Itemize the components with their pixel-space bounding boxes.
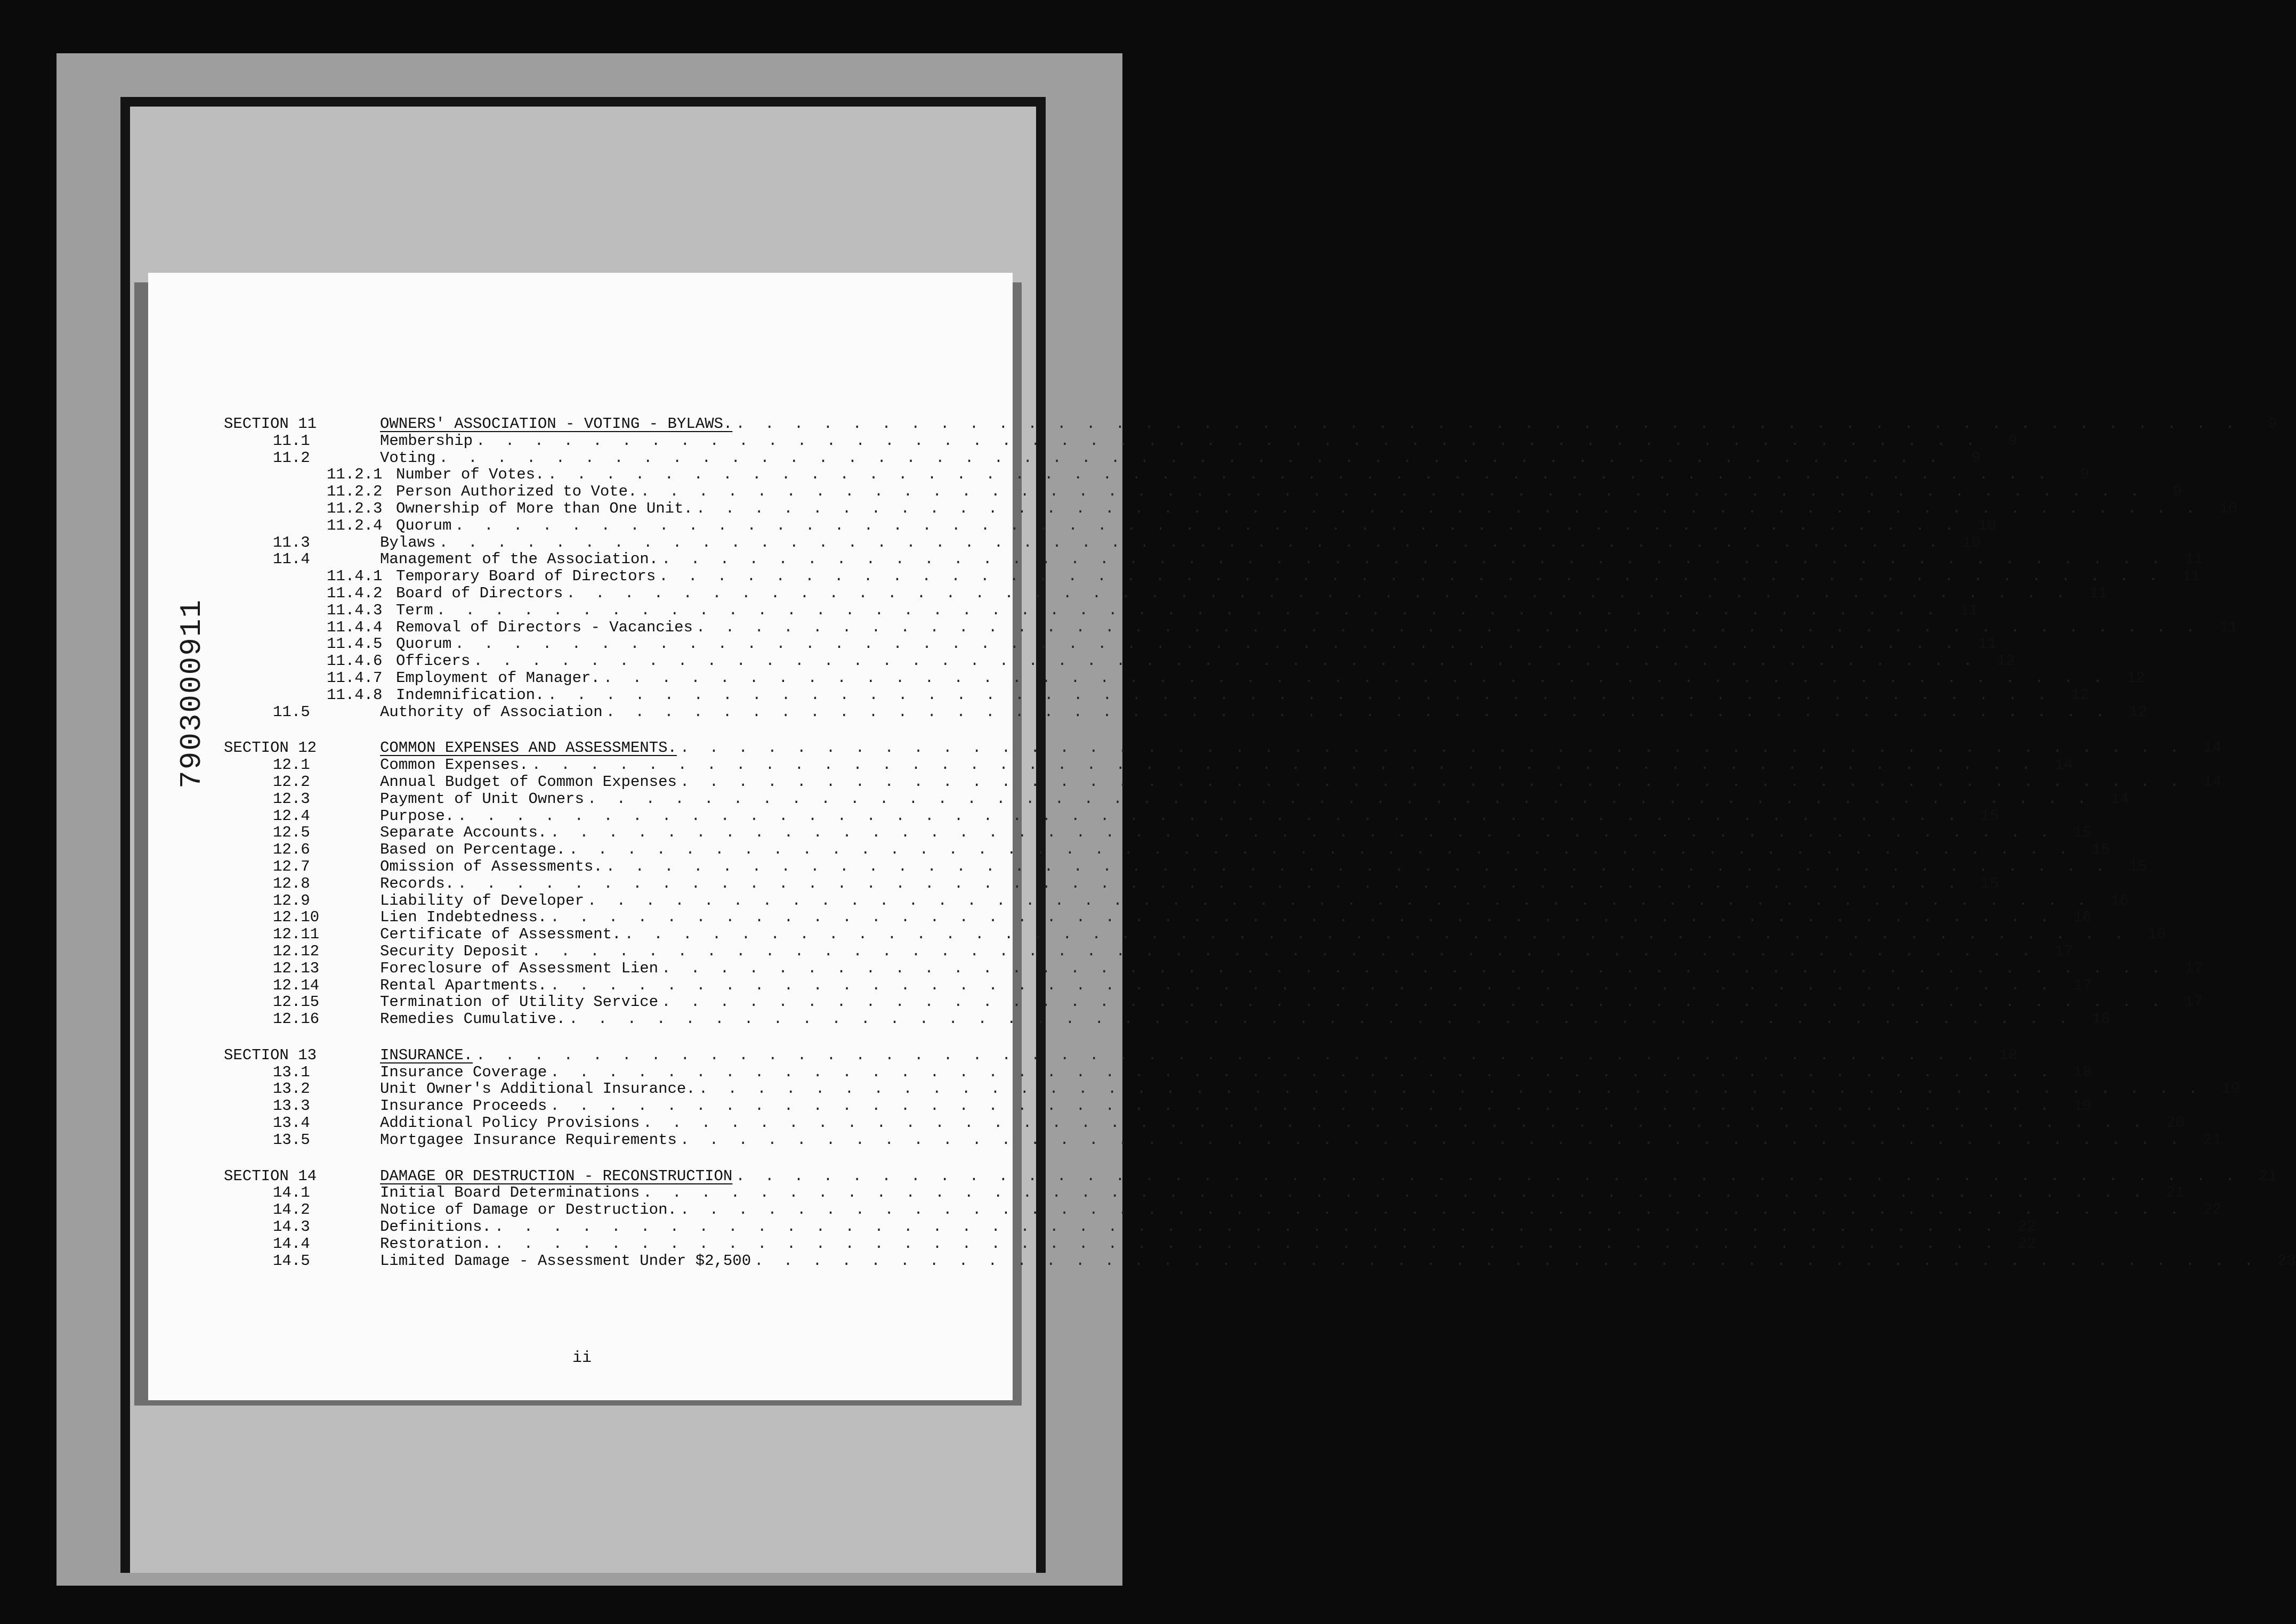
toc-page-number: 12 bbox=[2126, 669, 2145, 687]
toc-entry-number: 14.3 bbox=[273, 1218, 310, 1236]
dot-leader: . . . . . . . . . . . . . . . . . . . . . . . . . . . . . . . . . . . . . . . . . . . . . . . . . . . . bbox=[605, 857, 2111, 875]
toc-entry-title: Rental Apartments. bbox=[380, 976, 547, 994]
toc-entry-title: Foreclosure of Assessment Lien bbox=[380, 959, 659, 977]
toc-entry-row bbox=[224, 976, 2092, 994]
dot-leader: . . . . . . . . . . . . . . . . . . . . . . . . . . . . . . . . . . . . . . . . . . . . . . . . . . . . bbox=[455, 635, 1959, 653]
toc-entry-row bbox=[224, 790, 2129, 808]
toc-entry-row bbox=[224, 1184, 2185, 1202]
dot-leader: . . . . . . . . . . . . . . . . . . . . . . . . . . . . . . . . . . . . . . . . . . . . . . . . . . . . bbox=[603, 669, 2108, 687]
toc-entry-number: 12.8 bbox=[273, 874, 310, 892]
toc-entry-row bbox=[224, 1252, 2296, 1270]
toc-page-number: 10 bbox=[2219, 499, 2238, 517]
toc-entry-number: 11.2.4 bbox=[327, 516, 383, 534]
toc-entry-row bbox=[224, 908, 2092, 927]
toc-page-number: 21 bbox=[2203, 1131, 2222, 1149]
dot-leader: . . . . . . . . . . . . . . . . . . . . . . . . . . . . . . . . . . . . . . . . . . . . . . . . . . . . bbox=[661, 550, 2166, 569]
toc-page-number: 11 bbox=[1978, 635, 1996, 653]
toc-page-number: 18 bbox=[1999, 1046, 2018, 1064]
dot-leader: . . . . . . . . . . . . . . . . . . . . . . . . . . . . . . . . . . . . . . . . . . . . . . . . . . . . bbox=[550, 1063, 2055, 1081]
toc-page-number: 18 bbox=[2091, 1010, 2111, 1028]
toc-page-number: 15 bbox=[2129, 857, 2148, 875]
toc-entry-title: Quorum bbox=[396, 635, 452, 653]
toc-entry-title: Common Expenses. bbox=[380, 756, 529, 774]
toc-entry-number: 12.6 bbox=[273, 841, 310, 859]
toc-entry-title: Membership bbox=[380, 432, 473, 450]
toc-section-title: INSURANCE. bbox=[380, 1046, 473, 1064]
dot-leader: . . . . . . . . . . . . . . . . . . . . . . . . . . . . . . . . . . . . . . . . . . . . . . . . . . . . bbox=[754, 1252, 2259, 1270]
toc-entry-number: 11.2.1 bbox=[327, 466, 383, 484]
toc-entry-title: Lien Indebtedness. bbox=[380, 908, 547, 927]
toc-entry-title: Records. bbox=[380, 874, 455, 892]
dot-leader: . . . . . . . . . . . . . . . . . . . . . . . . . . . . . . . . . . . . . . . . . . . . . . . . . . . . bbox=[547, 466, 2052, 484]
toc-entry-row bbox=[224, 1080, 2241, 1098]
dot-leader: . . . . . . . . . . . . . . . . . . . . . . . . . . . . . . . . . . . . . . . . . . . . . . . . . . . . bbox=[494, 1218, 1999, 1236]
toc-page-number: 9 bbox=[2268, 415, 2277, 433]
toc-entry-row bbox=[224, 449, 1980, 467]
toc-entry-title: Purpose. bbox=[380, 807, 455, 825]
toc-page-number: 15 bbox=[2073, 824, 2092, 842]
filing-stamp: 7903000911 bbox=[175, 598, 209, 789]
toc-entry-number: 11.4.1 bbox=[327, 567, 383, 586]
toc-entry-number: 13.1 bbox=[273, 1063, 310, 1081]
toc-page-number: 21 bbox=[2259, 1167, 2277, 1185]
toc-entry-row bbox=[224, 841, 2111, 859]
toc-section-number: SECTION 14 bbox=[224, 1167, 317, 1185]
toc-section bbox=[224, 415, 2277, 721]
toc-entry-title: Unit Owner's Additional Insurance. bbox=[380, 1080, 696, 1098]
toc-entry-row bbox=[224, 466, 2089, 484]
dot-leader: . . . . . . . . . . . . . . . . . . . . . . . . . . . . . . . . . . . . . . . . . . . . . . . . . . . . bbox=[680, 1201, 2185, 1219]
toc-entry-title: Certificate of Assessment. bbox=[380, 925, 621, 944]
dot-leader: . . . . . . . . . . . . . . . . . . . . . . . . . . . . . . . . . . . . . . . . . . . . . . . . . . . . bbox=[439, 449, 1943, 467]
toc-section-title: DAMAGE OR DESTRUCTION - RECONSTRUCTION bbox=[380, 1167, 733, 1185]
toc-entry-number: 14.1 bbox=[273, 1184, 310, 1202]
toc-section-number: SECTION 11 bbox=[224, 415, 317, 433]
toc-entry-title: Remedies Cumulative. bbox=[380, 1010, 566, 1028]
toc-page-number: 18 bbox=[2073, 1063, 2092, 1081]
toc-entry-number: 14.5 bbox=[273, 1252, 310, 1270]
toc-entry-number: 12.10 bbox=[273, 908, 320, 927]
toc-entry-number: 11.1 bbox=[273, 432, 310, 450]
toc-section-title: COMMON EXPENSES AND ASSESSMENTS. bbox=[380, 739, 677, 757]
dot-leader: . . . . . . . . . . . . . . . . . . . . . . . . . . . . . . . . . . . . . . . . . . . . . . . . . . . . bbox=[436, 601, 1941, 619]
toc-entry-title: Insurance Proceeds bbox=[380, 1097, 547, 1115]
toc-entry-title: Termination of Utility Service bbox=[380, 993, 659, 1011]
dot-leader: . . . . . . . . . . . . . . . . . . . . . . . . . . . . . . . . . . . . . . . . . . . . . . . . . . . . bbox=[439, 533, 1943, 551]
toc-entry-row bbox=[224, 652, 2015, 670]
toc-page-number: 14 bbox=[2203, 739, 2222, 757]
toc-entry-row bbox=[224, 1114, 2185, 1132]
toc-section bbox=[224, 1046, 2241, 1149]
toc-entry-title: Separate Accounts. bbox=[380, 824, 547, 842]
dot-leader: . . . . . . . . . . . . . . . . . . . . . . . . . . . . . . . . . . . . . . . . . . . . . . . . . . . . bbox=[659, 567, 2163, 586]
dot-leader: . . . . . . . . . . . . . . . . . . . . . . . . . . . . . . . . . . . . . . . . . . . . . . . . . . . . bbox=[455, 516, 1959, 534]
toc-entry-row bbox=[224, 925, 2166, 944]
dot-leader: . . . . . . . . . . . . . . . . . . . . . . . . . . . . . . . . . . . . . . . . . . . . . . . . . . . . bbox=[569, 1010, 2073, 1028]
toc-entry-number: 11.4 bbox=[273, 550, 310, 569]
toc-section-row bbox=[224, 739, 2222, 757]
toc-entry-title: Omission of Assessments. bbox=[380, 857, 603, 875]
toc-page-number: 10 bbox=[1962, 533, 1980, 551]
toc-entry-number: 12.9 bbox=[273, 891, 310, 910]
toc-page-number: 22 bbox=[2017, 1235, 2036, 1253]
dot-leader: . . . . . . . . . . . . . . . . . . . . . . . . . . . . . . . . . . . . . . . . . . . . . . . . . . . . bbox=[566, 584, 2071, 602]
toc-entry-number: 11.4.2 bbox=[327, 584, 383, 602]
table-of-contents bbox=[224, 415, 2296, 1288]
toc-page-number: 17 bbox=[2055, 942, 2073, 960]
dot-leader: . . . . . . . . . . . . . . . . . . . . . . . . . . . . . . . . . . . . . . . . . . . . . . . . . . . . bbox=[680, 739, 2185, 757]
toc-page-number: 14 bbox=[2203, 773, 2222, 791]
toc-entry-title: Ownership of More than One Unit. bbox=[396, 499, 693, 517]
toc-entry-row bbox=[224, 1201, 2222, 1219]
toc-entry-title: Based on Percentage. bbox=[380, 841, 566, 859]
dot-leader: . . . . . . . . . . . . . . . . . . . . . . . . . . . . . . . . . . . . . . . . . . . . . . . . . . . . bbox=[735, 1167, 2240, 1185]
toc-entry-row bbox=[224, 857, 2148, 875]
toc-entry-row bbox=[224, 824, 2092, 842]
toc-page-number: 11 bbox=[2219, 618, 2238, 636]
toc-entry-row bbox=[224, 891, 2129, 910]
toc-entry-title: Indemnification. bbox=[396, 686, 545, 704]
toc-entry-title: Payment of Unit Owners bbox=[380, 790, 584, 808]
toc-section bbox=[224, 739, 2222, 1028]
dot-leader: . . . . . . . . . . . . . . . . . . . . . . . . . . . . . . . . . . . . . . . . . . . . . . . . . . . . bbox=[696, 618, 2201, 636]
toc-entry-number: 11.4.4 bbox=[327, 618, 383, 636]
dot-leader: . . . . . . . . . . . . . . . . . . . . . . . . . . . . . . . . . . . . . . . . . . . . . . . . . . . . bbox=[696, 499, 2201, 517]
toc-entry-row bbox=[224, 618, 2238, 636]
toc-entry-row bbox=[224, 1218, 2036, 1236]
toc-entry-row bbox=[224, 1063, 2092, 1081]
toc-entry-row bbox=[224, 756, 2073, 774]
toc-entry-title: Temporary Board of Directors bbox=[396, 567, 656, 586]
toc-entry-title: Insurance Coverage bbox=[380, 1063, 547, 1081]
toc-entry-number: 14.4 bbox=[273, 1235, 310, 1253]
toc-page-number: 12 bbox=[1996, 652, 2015, 670]
toc-entry-number: 12.14 bbox=[273, 976, 320, 994]
toc-entry-row bbox=[224, 601, 1978, 619]
dot-leader: . . . . . . . . . . . . . . . . . . . . . . . . . . . . . . . . . . . . . . . . . . . . . . . . . . . . bbox=[550, 908, 2055, 927]
toc-page-number: 16 bbox=[2147, 925, 2166, 944]
toc-page-number: 22 bbox=[2203, 1201, 2222, 1219]
toc-entry-title: Quorum bbox=[396, 516, 452, 534]
toc-entry-title: Security Deposit bbox=[380, 942, 529, 960]
dot-leader: . . . . . . . . . . . . . . . . . . . . . . . . . . . . . . . . . . . . . . . . . . . . . . . . . . . . bbox=[457, 807, 1962, 825]
toc-page-number: 9 bbox=[2172, 483, 2182, 501]
dot-leader: . . . . . . . . . . . . . . . . . . . . . . . . . . . . . . . . . . . . . . . . . . . . . . . . . . . . bbox=[735, 415, 2240, 433]
dot-leader: . . . . . . . . . . . . . . . . . . . . . . . . . . . . . . . . . . . . . . . . . . . . . . . . . . . . bbox=[569, 841, 2073, 859]
dot-leader: . . . . . . . . . . . . . . . . . . . . . . . . . . . . . . . . . . . . . . . . . . . . . . . . . . . . bbox=[587, 891, 2092, 910]
toc-entry-number: 13.3 bbox=[273, 1097, 310, 1115]
toc-entry-title: Additional Policy Provisions bbox=[380, 1114, 640, 1132]
toc-entry-title: Removal of Directors - Vacancies bbox=[396, 618, 693, 636]
toc-entry-row bbox=[224, 584, 2108, 602]
toc-entry-number: 12.5 bbox=[273, 824, 310, 842]
toc-entry-row bbox=[224, 874, 1999, 892]
dot-leader: . . . . . . . . . . . . . . . . . . . . . . . . . . . . . . . . . . . . . . . . . . . . . . . . . . . . bbox=[550, 976, 2055, 994]
toc-section bbox=[224, 1167, 2296, 1270]
toc-entry-number: 11.2.3 bbox=[327, 499, 383, 517]
dot-leader: . . . . . . . . . . . . . . . . . . . . . . . . . . . . . . . . . . . . . . . . . . . . . . . . . . . . bbox=[643, 1184, 2147, 1202]
dot-leader: . . . . . . . . . . . . . . . . . . . . . . . . . . . . . . . . . . . . . . . . . . . . . . . . . . . . bbox=[547, 686, 2052, 704]
toc-page-number: 14 bbox=[2110, 790, 2129, 808]
toc-page-number: 15 bbox=[2091, 841, 2111, 859]
toc-entry-number: 11.5 bbox=[273, 703, 310, 721]
toc-page-number: 14 bbox=[2055, 756, 2073, 774]
toc-entry-number: 12.7 bbox=[273, 857, 310, 875]
toc-entry-number: 13.4 bbox=[273, 1114, 310, 1132]
toc-entry-number: 11.3 bbox=[273, 533, 310, 551]
toc-entry-row bbox=[224, 567, 2201, 586]
toc-entry-title: Person Authorized to Vote. bbox=[396, 483, 637, 501]
toc-page-number: 9 bbox=[1971, 449, 1980, 467]
toc-entry-number: 11.4.5 bbox=[327, 635, 383, 653]
toc-page-number: 15 bbox=[1980, 807, 1999, 825]
dot-leader: . . . . . . . . . . . . . . . . . . . . . . . . . . . . . . . . . . . . . . . . . . . . . . . . . . . . bbox=[457, 874, 1962, 892]
toc-entry-row bbox=[224, 993, 2203, 1011]
toc-page-number: 12 bbox=[2129, 703, 2148, 721]
toc-entry-title: Definitions. bbox=[380, 1218, 491, 1236]
toc-section-row bbox=[224, 415, 2277, 433]
toc-entry-row bbox=[224, 669, 2145, 687]
toc-page-number: 23 bbox=[2277, 1252, 2296, 1270]
toc-entry-number: 12.13 bbox=[273, 959, 320, 977]
toc-page-number: 17 bbox=[2184, 959, 2203, 977]
toc-page-number: 11 bbox=[1959, 601, 1978, 619]
toc-page-number: 21 bbox=[2165, 1184, 2185, 1202]
toc-entry-row bbox=[224, 942, 2073, 960]
toc-entry-number: 11.4.3 bbox=[327, 601, 383, 619]
toc-entry-number: 11.4.6 bbox=[327, 652, 383, 670]
dot-leader: . . . . . . . . . . . . . . . . . . . . . . . . . . . . . . . . . . . . . . . . . . . . . . . . . . . . bbox=[473, 652, 1978, 670]
toc-entry-title: Restoration. bbox=[380, 1235, 491, 1253]
toc-section-number: SECTION 12 bbox=[224, 739, 317, 757]
dot-leader: . . . . . . . . . . . . . . . . . . . . . . . . . . . . . . . . . . . . . . . . . . . . . . . . . . . . bbox=[476, 1046, 1980, 1064]
toc-entry-title: Voting bbox=[380, 449, 436, 467]
toc-entry-title: Employment of Manager. bbox=[396, 669, 600, 687]
toc-entry-title: Annual Budget of Common Expenses bbox=[380, 773, 677, 791]
toc-page-number: 19 bbox=[2221, 1080, 2241, 1098]
toc-page-number: 11 bbox=[2181, 567, 2201, 586]
toc-entry-title: Initial Board Determinations bbox=[380, 1184, 640, 1202]
toc-page-number: 16 bbox=[2073, 908, 2092, 927]
toc-page-number: 17 bbox=[2073, 976, 2092, 994]
toc-page-number: 11 bbox=[2089, 584, 2108, 602]
dot-leader: . . . . . . . . . . . . . . . . . . . . . . . . . . . . . . . . . . . . . . . . . . . . . . . . . . . . bbox=[531, 942, 2036, 960]
toc-section-number: SECTION 13 bbox=[224, 1046, 317, 1064]
toc-entry-number: 11.2.2 bbox=[327, 483, 383, 501]
toc-page-number: 10 bbox=[1978, 516, 1996, 534]
toc-page-number: 9 bbox=[2008, 432, 2018, 450]
page-number: ii bbox=[572, 1349, 592, 1367]
toc-entry-row bbox=[224, 550, 2203, 569]
toc-entry-number: 12.11 bbox=[273, 925, 320, 944]
dot-leader: . . . . . . . . . . . . . . . . . . . . . . . . . . . . . . . . . . . . . . . . . . . . . . . . . . . . bbox=[587, 790, 2092, 808]
toc-entry-row bbox=[224, 703, 2148, 721]
toc-page-number: 17 bbox=[2184, 993, 2203, 1011]
toc-entry-row bbox=[224, 516, 1996, 534]
toc-entry-title: Limited Damage - Assessment Under $2,500 bbox=[380, 1252, 751, 1270]
toc-entry-number: 12.12 bbox=[273, 942, 320, 960]
toc-page-number: 15 bbox=[1980, 874, 1999, 892]
toc-entry-row bbox=[224, 1010, 2111, 1028]
toc-page-number: 19 bbox=[2073, 1097, 2092, 1115]
toc-entry-number: 11.4.7 bbox=[327, 669, 383, 687]
toc-entry-row bbox=[224, 773, 2222, 791]
toc-entry-number: 12.3 bbox=[273, 790, 310, 808]
toc-entry-row bbox=[224, 686, 2089, 704]
dot-leader: . . . . . . . . . . . . . . . . . . . . . . . . . . . . . . . . . . . . . . . . . . . . . . . . . . . . bbox=[550, 1097, 2055, 1115]
dot-leader: . . . . . . . . . . . . . . . . . . . . . . . . . . . . . . . . . . . . . . . . . . . . . . . . . . . . bbox=[661, 993, 2166, 1011]
toc-entry-row bbox=[224, 1097, 2092, 1115]
toc-section-title: OWNERS' ASSOCIATION - VOTING - BYLAWS. bbox=[380, 415, 733, 433]
toc-section-row bbox=[224, 1167, 2277, 1185]
dot-leader: . . . . . . . . . . . . . . . . . . . . . . . . . . . . . . . . . . . . . . . . . . . . . . . . . . . . bbox=[531, 756, 2036, 774]
toc-page-number: 9 bbox=[2080, 466, 2089, 484]
toc-section-row bbox=[224, 1046, 2018, 1064]
toc-entry-title: Bylaws bbox=[380, 533, 436, 551]
toc-entry-number: 12.15 bbox=[273, 993, 320, 1011]
dot-leader: . . . . . . . . . . . . . . . . . . . . . . . . . . . . . . . . . . . . . . . . . . . . . . . . . . . . bbox=[605, 703, 2111, 721]
toc-entry-title: Management of the Association. bbox=[380, 550, 659, 569]
toc-entry-number: 11.4.8 bbox=[327, 686, 383, 704]
toc-entry-row bbox=[224, 1131, 2222, 1149]
toc-entry-row bbox=[224, 499, 2238, 517]
toc-entry-number: 13.5 bbox=[273, 1131, 310, 1149]
toc-entry-row bbox=[224, 959, 2203, 977]
toc-entry-title: Officers bbox=[396, 652, 471, 670]
dot-leader: . . . . . . . . . . . . . . . . . . . . . . . . . . . . . . . . . . . . . . . . . . . . . . . . . . . . bbox=[494, 1235, 1999, 1253]
toc-entry-row bbox=[224, 807, 1999, 825]
toc-entry-title: Authority of Association bbox=[380, 703, 603, 721]
dot-leader: . . . . . . . . . . . . . . . . . . . . . . . . . . . . . . . . . . . . . . . . . . . . . . . . . . . . bbox=[476, 432, 1980, 450]
toc-entry-title: Mortgagee Insurance Requirements bbox=[380, 1131, 677, 1149]
toc-entry-number: 12.16 bbox=[273, 1010, 320, 1028]
toc-page-number: 16 bbox=[2110, 891, 2129, 910]
toc-entry-row bbox=[224, 635, 1996, 653]
toc-page-number: 12 bbox=[2071, 686, 2089, 704]
toc-entry-number: 12.1 bbox=[273, 756, 310, 774]
toc-entry-row bbox=[224, 483, 2182, 501]
dot-leader: . . . . . . . . . . . . . . . . . . . . . . . . . . . . . . . . . . . . . . . . . . . . . . . . . . . . bbox=[643, 1114, 2147, 1132]
dot-leader: . . . . . . . . . . . . . . . . . . . . . . . . . . . . . . . . . . . . . . . . . . . . . . . . . . . . bbox=[680, 1131, 2185, 1149]
toc-entry-row bbox=[224, 1235, 2036, 1253]
toc-entry-number: 12.2 bbox=[273, 773, 310, 791]
toc-entry-number: 12.4 bbox=[273, 807, 310, 825]
toc-entry-number: 13.2 bbox=[273, 1080, 310, 1098]
toc-page-number: 20 bbox=[2165, 1114, 2185, 1132]
toc-page-number: 22 bbox=[2017, 1218, 2036, 1236]
dot-leader: . . . . . . . . . . . . . . . . . . . . . . . . . . . . . . . . . . . . . . . . . . . . . . . . . . . . bbox=[680, 773, 2185, 791]
toc-entry-title: Term bbox=[396, 601, 433, 619]
dot-leader: . . . . . . . . . . . . . . . . . . . . . . . . . . . . . . . . . . . . . . . . . . . . . . . . . . . . bbox=[698, 1080, 2203, 1098]
toc-entry-title: Notice of Damage or Destruction. bbox=[380, 1201, 677, 1219]
toc-entry-number: 11.2 bbox=[273, 449, 310, 467]
toc-entry-title: Liability of Developer bbox=[380, 891, 584, 910]
dot-leader: . . . . . . . . . . . . . . . . . . . . . . . . . . . . . . . . . . . . . . . . . . . . . . . . . . . . bbox=[661, 959, 2166, 977]
toc-page-number: 11 bbox=[2184, 550, 2203, 569]
toc-entry-title: Board of Directors bbox=[396, 584, 563, 602]
dot-leader: . . . . . . . . . . . . . . . . . . . . . . . . . . . . . . . . . . . . . . . . . . . . . . . . . . . . bbox=[624, 925, 2129, 944]
toc-entry-number: 14.2 bbox=[273, 1201, 310, 1219]
dot-leader: . . . . . . . . . . . . . . . . . . . . . . . . . . . . . . . . . . . . . . . . . . . . . . . . . . . . bbox=[640, 483, 2145, 501]
toc-entry-title: Number of Votes. bbox=[396, 466, 545, 484]
toc-entry-row bbox=[224, 432, 2018, 450]
toc-entry-row bbox=[224, 533, 1980, 551]
dot-leader: . . . . . . . . . . . . . . . . . . . . . . . . . . . . . . . . . . . . . . . . . . . . . . . . . . . . bbox=[550, 824, 2055, 842]
